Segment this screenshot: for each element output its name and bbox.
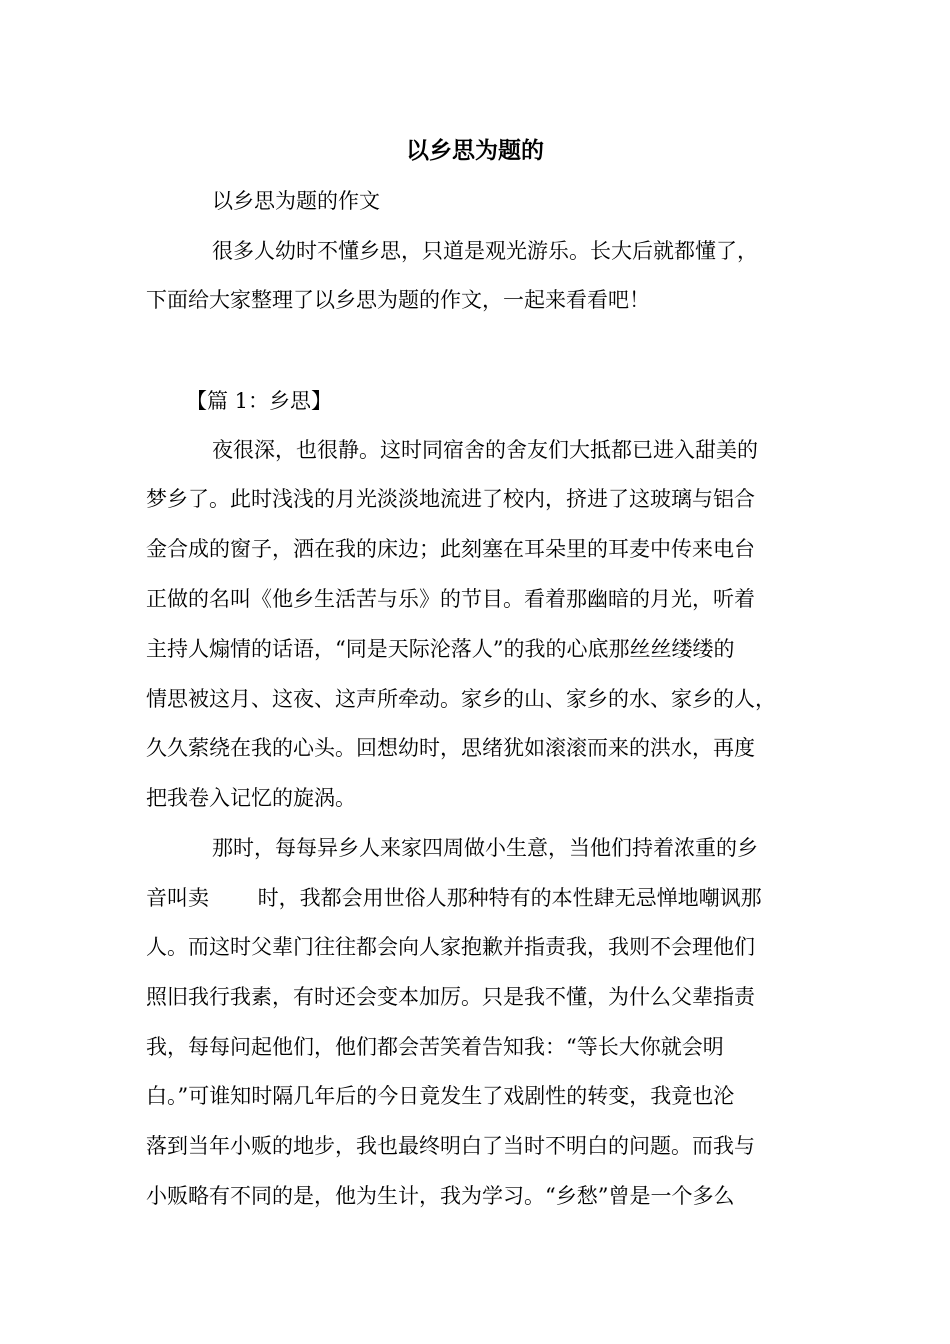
paragraph-line: 金合成的窗子，洒在我的床边；此刻塞在耳朵里的耳麦中传来电台 bbox=[146, 537, 755, 561]
paragraph-line: 夜很深，也很静。这时同宿舍的舍友们大抵都已进入甜美的 bbox=[212, 438, 758, 462]
intro-line: 很多人幼时不懂乡思，只道是观光游乐。长大后就都懂了， bbox=[212, 239, 758, 263]
section-heading: 【篇 1：乡思】 bbox=[186, 389, 333, 413]
paragraph-line: 人。而这时父辈门往往都会向人家抱歉并指责我，我则不会理他们 bbox=[146, 935, 755, 959]
paragraph-line: 情思被这月、这夜、这声所牵动。家乡的山、家乡的水、家乡的人， bbox=[146, 687, 776, 711]
paragraph-line: 我，每每问起他们，他们都会苦笑着告知我：“等长大你就会明 bbox=[146, 1035, 724, 1059]
document-subtitle: 以乡思为题的作文 bbox=[212, 189, 380, 213]
paragraph-line: 主持人煽情的话语，“同是天际沦落人”的我的心底那丝丝缕缕的 bbox=[146, 637, 735, 661]
paragraph-line: 正做的名叫《他乡生活苦与乐》的节目。看着那幽暗的月光，听着 bbox=[146, 587, 755, 611]
paragraph-line: 小贩略有不同的是，他为生计，我为学习。“乡愁”曾是一个多么 bbox=[146, 1184, 735, 1208]
paragraph-line: 音叫卖 时，我都会用世俗人那种特有的本性肆无忌惮地嘲讽那 bbox=[146, 886, 762, 910]
paragraph-line: 照旧我行我素，有时还会变本加厉。只是我不懂，为什么父辈指责 bbox=[146, 985, 755, 1009]
paragraph-line: 那时，每每异乡人来家四周做小生意，当他们持着浓重的乡 bbox=[212, 836, 758, 860]
intro-line: 下面给大家整理了以乡思为题的作文，一起来看看吧！ bbox=[146, 288, 650, 312]
paragraph-line: 久久萦绕在我的心头。回想幼时，思绪犹如滚滚而来的洪水，再度 bbox=[146, 736, 755, 760]
paragraph-line: 落到当年小贩的地步，我也最终明白了当时不明白的问题。而我与 bbox=[146, 1134, 755, 1158]
paragraph-line: 梦乡了。此时浅浅的月光淡淡地流进了校内，挤进了这玻璃与铝合 bbox=[146, 487, 755, 511]
paragraph-line: 把我卷入记忆的旋涡。 bbox=[146, 786, 356, 810]
paragraph-line: 白。”可谁知时隔几年后的今日竟发生了戏剧性的转变，我竟也沦 bbox=[146, 1084, 735, 1108]
document-title: 以乡思为题的 bbox=[406, 138, 544, 164]
